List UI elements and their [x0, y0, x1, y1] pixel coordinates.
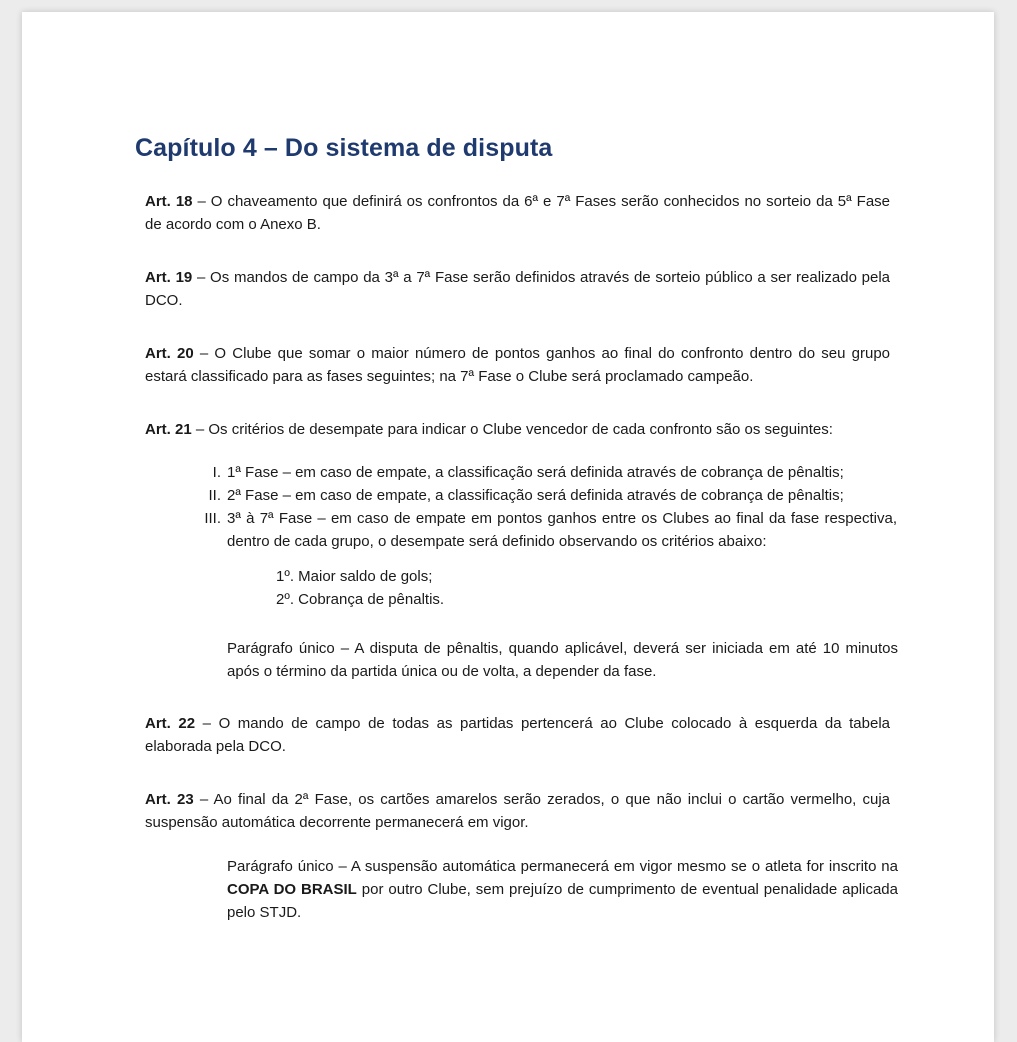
- list-item-text: 1ª Fase – em caso de empate, a classificação será definida através de cobrança de pênaltis;: [227, 464, 844, 481]
- chapter-title: Capítulo 4 – Do sistema de disputa: [135, 134, 553, 162]
- paragraph-text: Parágrafo único – A suspensão automática permanecerá em vigor mesmo se o atleta for inscrito na: [227, 858, 898, 875]
- article-text: – O Clube que somar o maior número de pontos ganhos ao final do confronto dentro do seu grupo estará classificado para as fases seguintes; na 7ª Fase o Clube será proclamado campeão.: [145, 345, 891, 385]
- article-label: Art. 21: [145, 421, 192, 438]
- tiebreak-criteria: [276, 565, 444, 611]
- competition-name: COPA DO BRASIL: [227, 881, 357, 898]
- article-21: [145, 418, 890, 441]
- list-item: 2º. Cobrança de pênaltis.: [276, 591, 445, 608]
- paragraph-text: por outro Clube, sem prejuízo de cumprimento de eventual penalidade aplicada pelo STJD.: [227, 881, 898, 921]
- article-19: [145, 266, 890, 312]
- article-21-sole-paragraph: Parágrafo único – A disputa de pênaltis, quando aplicável, deverá ser iniciada em até 10 minutos após o término da partida única ou de volta, a depender da fase.: [227, 640, 898, 680]
- list-item: [192, 461, 897, 484]
- article-23-sole-paragraph: [227, 855, 898, 924]
- article-23: [145, 788, 890, 834]
- article-text: – Os critérios de desempate para indicar o Clube vencedor de cada confronto são os seguintes:: [191, 421, 833, 438]
- article-label: Art. 22: [145, 715, 196, 732]
- list-item: 1º. Maior saldo de gols;: [276, 568, 433, 585]
- list-item-text: 2ª Fase – em caso de empate, a classificação será definida através de cobrança de pênaltis;: [227, 487, 844, 504]
- article-text: – O chaveamento que definirá os confrontos da 6ª e 7ª Fases serão conhecidos no sorteio da 5ª Fase de acordo com o Anexo B.: [145, 193, 890, 233]
- list-numeral: I.: [212, 464, 221, 481]
- article-label: Art. 19: [145, 269, 193, 286]
- article-20: [145, 342, 890, 388]
- article-label: Art. 23: [145, 791, 194, 808]
- list-numeral: III.: [204, 510, 221, 527]
- list-item: [192, 484, 897, 507]
- list-item-text: 3ª à 7ª Fase – em caso de empate em pontos ganhos entre os Clubes ao final da fase respectiva, dentro de cada grupo, o desempate será definido observando os critérios abaixo:: [227, 510, 897, 550]
- article-text: – Ao final da 2ª Fase, os cartões amarelos serão zerados, o que não inclui o cartão vermelho, cuja suspensão automática decorrente permanecerá em vigor.: [145, 791, 891, 831]
- article-label: Art. 18: [145, 193, 193, 210]
- article-18: [145, 190, 890, 236]
- article-22: [145, 712, 890, 758]
- document-page: [22, 12, 994, 1042]
- article-21-list: [192, 461, 897, 553]
- article-label: Art. 20: [145, 345, 194, 362]
- list-numeral: II.: [208, 487, 221, 504]
- article-text: – O mando de campo de todas as partidas pertencerá ao Clube colocado à esquerda da tabela elaborada pela DCO.: [145, 715, 891, 755]
- article-text: – Os mandos de campo da 3ª a 7ª Fase serão definidos através de sorteio público a ser realizado pela DCO.: [145, 269, 890, 309]
- list-item: [192, 507, 897, 553]
